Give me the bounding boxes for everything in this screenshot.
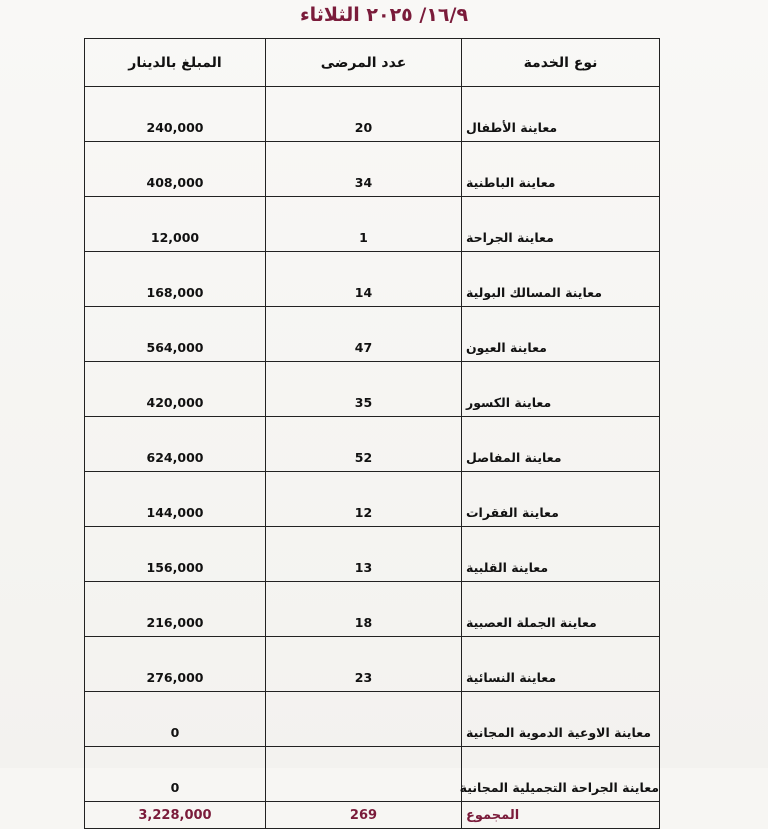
total-count: 269 <box>266 802 462 829</box>
table-row <box>85 142 660 197</box>
amount-value: 564,000 <box>85 307 266 362</box>
table-row <box>85 307 660 362</box>
table-row <box>85 252 660 307</box>
service-name: معاينة الأطفال <box>462 87 660 142</box>
patient-count: 18 <box>266 582 462 637</box>
amount-value: 12,000 <box>85 197 266 252</box>
amount-value: 276,000 <box>85 637 266 692</box>
patient-count: 20 <box>266 87 462 142</box>
table-row <box>85 87 660 142</box>
patient-count: 23 <box>266 637 462 692</box>
service-name: معاينة النسائية <box>462 637 660 692</box>
patient-count: 52 <box>266 417 462 472</box>
amount-value: 0 <box>85 692 266 747</box>
header-service: نوع الخدمة <box>462 39 660 87</box>
service-name: معاينة الاوعية الدموية المجانية <box>462 692 660 747</box>
amount-value: 216,000 <box>85 582 266 637</box>
patient-count: 1 <box>266 197 462 252</box>
amount-value: 420,000 <box>85 362 266 417</box>
table-row <box>85 692 660 747</box>
service-name: معاينة الجراحة <box>462 197 660 252</box>
patient-count: 34 <box>266 142 462 197</box>
service-name: معاينة العيون <box>462 307 660 362</box>
patient-count <box>266 747 462 802</box>
table-row <box>85 582 660 637</box>
amount-value: 0 <box>85 747 266 802</box>
amount-value: 240,000 <box>85 87 266 142</box>
service-name: معاينة الجراحة التجميلية المجانية <box>462 747 660 802</box>
service-name: معاينة المفاصل <box>462 417 660 472</box>
total-row <box>85 802 660 829</box>
service-name: معاينة المسالك البولية <box>462 252 660 307</box>
amount-value: 144,000 <box>85 472 266 527</box>
service-name: معاينة الفقرات <box>462 472 660 527</box>
amount-value: 156,000 <box>85 527 266 582</box>
total-amount: 3,228,000 <box>85 802 266 829</box>
header-amount: المبلغ بالدينار <box>85 39 266 87</box>
amount-value: 168,000 <box>85 252 266 307</box>
service-name: معاينة القلبية <box>462 527 660 582</box>
table-row <box>85 472 660 527</box>
table-row <box>85 417 660 472</box>
table-row <box>85 747 660 802</box>
patient-count: 35 <box>266 362 462 417</box>
amount-value: 624,000 <box>85 417 266 472</box>
table-row <box>85 527 660 582</box>
patient-count: 47 <box>266 307 462 362</box>
patient-count: 12 <box>266 472 462 527</box>
table-header-row <box>85 39 660 87</box>
services-table <box>84 38 660 829</box>
table-row <box>85 362 660 417</box>
total-label: المجموع <box>462 802 660 829</box>
table-row <box>85 637 660 692</box>
service-name: معاينة الكسور <box>462 362 660 417</box>
table-row <box>85 197 660 252</box>
patient-count: 14 <box>266 252 462 307</box>
patient-count: 13 <box>266 527 462 582</box>
header-count: عدد المرضى <box>266 39 462 87</box>
patient-count <box>266 692 462 747</box>
service-name: معاينة الجملة العصبية <box>462 582 660 637</box>
report-date-title: ١٦/٩/ ٢٠٢٥ الثلاثاء <box>299 4 469 26</box>
amount-value: 408,000 <box>85 142 266 197</box>
service-name: معاينة الباطنية <box>462 142 660 197</box>
